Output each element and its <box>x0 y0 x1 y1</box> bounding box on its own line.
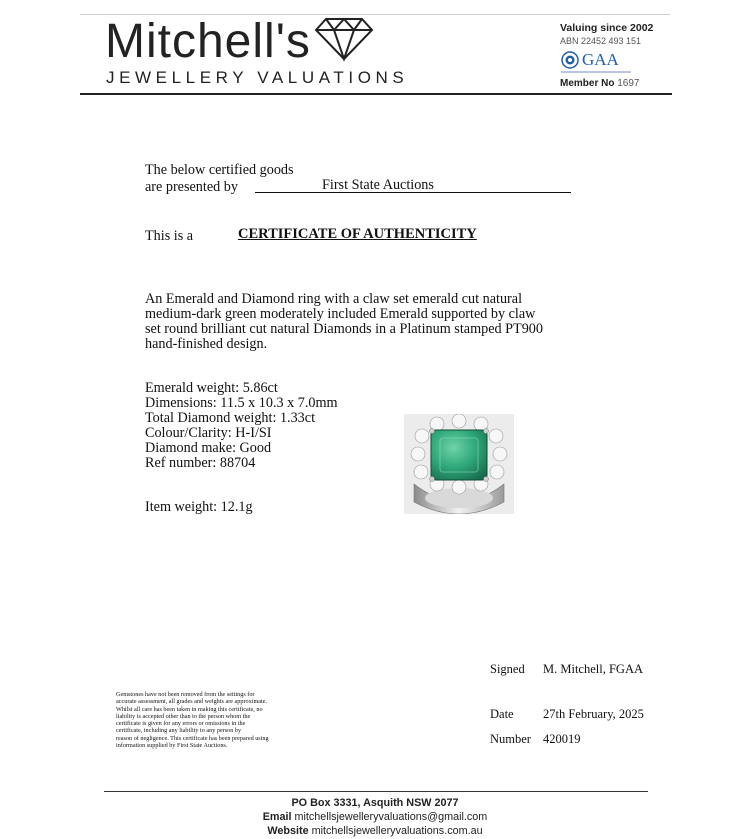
header-rule <box>80 93 672 95</box>
gaa-subtitle-rule <box>561 71 631 73</box>
member-number <box>560 78 639 89</box>
number-value: 420019 <box>543 732 581 746</box>
date-value: 27th February, 2025 <box>543 707 644 721</box>
number-label: Number <box>490 732 531 746</box>
disclaimer-line: information supplied by First State Auctions. <box>116 742 228 750</box>
valuing-since: Valuing since 2002 <box>560 22 654 34</box>
spec-line: Total Diamond weight: 1.33ct <box>145 410 316 426</box>
member-value: 1697 <box>617 78 640 89</box>
description-line: medium-dark green moderately included Emerald supported by claw <box>145 306 536 322</box>
disclaimer-line: accurate assessment, all grades and weights are approximate. <box>116 698 268 706</box>
footer-rule <box>104 791 648 792</box>
email-link[interactable]: mitchellsjewelleryvaluations@gmail.com <box>294 811 488 823</box>
spec-line: Colour/Clarity: H-I/SI <box>145 425 272 441</box>
intro-line-1: The below certified goods <box>145 162 294 178</box>
presenter-name: First State Auctions <box>322 177 434 193</box>
gaa-logo-text: GAA <box>582 50 619 69</box>
intro-line-2: are presented by <box>145 179 238 195</box>
spec-line: Dimensions: 11.5 x 10.3 x 7.0mm <box>145 395 338 411</box>
spec-line: Emerald weight: 5.86ct <box>145 380 278 396</box>
disclaimer-line: certificate, including any liability to any person by <box>116 727 242 735</box>
abn-number: ABN 22452 493 151 <box>560 36 642 46</box>
ring-photo <box>404 414 514 514</box>
signed-label: Signed <box>490 662 525 676</box>
disclaimer-line: certificate is given for any errors or omissions in the <box>116 720 246 728</box>
disclaimer <box>116 691 301 749</box>
presenter-field <box>255 178 571 193</box>
diamond-logo-icon <box>312 16 376 62</box>
email-label: Email <box>262 811 292 823</box>
brand-name: Mitchell's <box>105 15 311 68</box>
signed-value: M. Mitchell, FGAA <box>543 662 643 676</box>
footer-address: PO Box 3331, Asquith NSW 2077 <box>291 797 459 809</box>
disclaimer-line: liability is accepted other than to the person whom the <box>116 712 251 720</box>
brand-tagline: JEWELLERY VALUATIONS <box>106 68 409 87</box>
footer-website <box>0 825 750 837</box>
disclaimer-line: Gemstones have not been removed from the settings for <box>116 691 255 698</box>
certificate-title: CERTIFICATE OF AUTHENTICITY <box>238 226 477 242</box>
member-label: Member No <box>560 78 615 89</box>
disclaimer-line: Whilst all care has been taken in making this certificate, no <box>116 705 263 713</box>
description-line: hand-finished design. <box>145 336 268 352</box>
gaa-emblem-icon <box>561 51 579 69</box>
date-label: Date <box>490 707 514 721</box>
disclaimer-line: reason of negligence. This certificate has been prepared using <box>116 734 269 742</box>
spec-line: Diamond make: Good <box>145 440 272 456</box>
certificate-prefix: This is a <box>145 228 194 244</box>
description-line: set round brilliant cut natural Diamonds in a Platinum stamped PT900 <box>145 321 543 337</box>
item-weight: Item weight: 12.1g <box>145 499 253 515</box>
description-line: An Emerald and Diamond ring with a claw set emerald cut natural <box>145 291 523 307</box>
footer-email <box>0 811 750 823</box>
website-label: Website <box>267 825 309 837</box>
website-link[interactable]: mitchellsjewelleryvaluations.com.au <box>311 825 483 837</box>
spec-line: Ref number: 88704 <box>145 455 256 471</box>
